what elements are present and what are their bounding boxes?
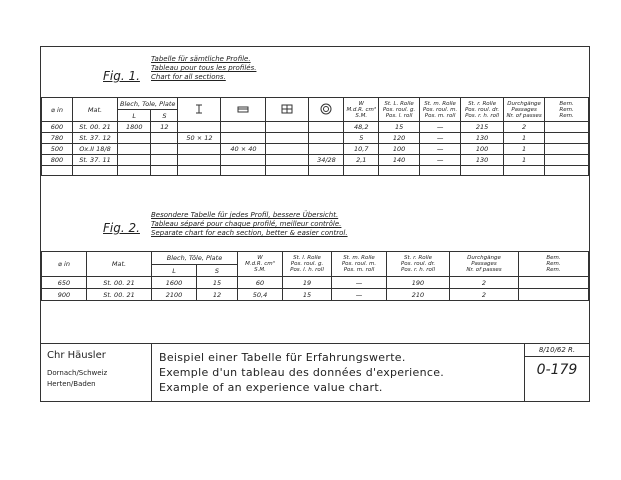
col-st-m: St. m. Rolle Pos. roul. m. Pos. m. roll bbox=[332, 252, 387, 277]
col-l: L bbox=[118, 110, 151, 122]
title-block-company bbox=[41, 344, 152, 402]
cell-diam: 780 bbox=[42, 133, 73, 144]
col-w: W M.d.R. cm³ S.M. bbox=[238, 252, 283, 277]
cell-dg: 2 bbox=[504, 122, 545, 133]
fig2-label: Fig. 2. bbox=[103, 221, 140, 235]
table-row bbox=[42, 289, 589, 301]
cell-S bbox=[151, 144, 178, 155]
col-st-m: St. m. Rolle Pos. roul. m. Pos. m. roll bbox=[420, 98, 461, 122]
cell-bem bbox=[545, 155, 589, 166]
table-row bbox=[42, 133, 589, 144]
cell-c4 bbox=[309, 133, 344, 144]
desc-de: Beispiel einer Tabelle für Erfahrungswerte. bbox=[159, 351, 406, 364]
table-row bbox=[42, 277, 589, 289]
round-bar-icon bbox=[281, 104, 293, 116]
col-bem: Bem. Rem. Rem. bbox=[519, 252, 589, 277]
col-mat: Mat. bbox=[87, 252, 152, 277]
cell-mat: St. 00. 21 bbox=[87, 277, 152, 289]
title-block bbox=[41, 343, 589, 402]
title-block-number bbox=[524, 344, 589, 402]
col-st-r: St. r. Rolle Pos. roul. dr. Pos. r. h. roll bbox=[387, 252, 450, 277]
cell-str: 190 bbox=[387, 277, 450, 289]
fig1-caption-fr: Tableau pour tous les profilés. bbox=[151, 64, 257, 72]
cell-c2 bbox=[221, 155, 266, 166]
fig1-caption-en: Chart for all sections. bbox=[151, 73, 226, 81]
cell-c1 bbox=[178, 144, 221, 155]
cell-stl: 140 bbox=[379, 155, 420, 166]
title-block-description bbox=[159, 350, 444, 395]
cell-str: 130 bbox=[461, 155, 504, 166]
cell-L bbox=[118, 133, 151, 144]
cell-mat: St. 00. 21 bbox=[73, 122, 118, 133]
table-row bbox=[42, 122, 589, 133]
col-mat: Mat. bbox=[73, 98, 118, 122]
cell-bem bbox=[519, 277, 589, 289]
cell-stm: — bbox=[420, 155, 461, 166]
cell-w: 60 bbox=[238, 277, 283, 289]
col-s: S bbox=[197, 265, 238, 277]
cell-dg: 1 bbox=[504, 133, 545, 144]
cell-c2 bbox=[221, 133, 266, 144]
cell-stl: 100 bbox=[379, 144, 420, 155]
fig2-caption-fr: Tableau séparé pour chaque profilé, meilleur contrôle. bbox=[151, 220, 342, 228]
cell-c2: 40 × 40 bbox=[221, 144, 266, 155]
col-l: L bbox=[152, 265, 197, 277]
cell-stm: — bbox=[332, 277, 387, 289]
cell-bem bbox=[545, 144, 589, 155]
cell-diam: 900 bbox=[42, 289, 87, 301]
col-bem: Bem. Rem. Rem. bbox=[545, 98, 589, 122]
cell-L: 1800 bbox=[118, 122, 151, 133]
fig1-caption-de: Tabelle für sämtliche Profile. bbox=[151, 55, 251, 63]
cell-L bbox=[118, 155, 151, 166]
col-round bbox=[266, 98, 309, 122]
cell-w: 2,1 bbox=[344, 155, 379, 166]
col-blech: Blech, Tole, Plate bbox=[118, 98, 178, 110]
cell-stm: — bbox=[420, 133, 461, 144]
cell-stl: 19 bbox=[283, 277, 332, 289]
fig1-captions bbox=[151, 55, 256, 82]
i-beam-icon bbox=[195, 104, 203, 116]
cell-c2 bbox=[221, 122, 266, 133]
cell-w: 5 bbox=[344, 133, 379, 144]
cell-c4 bbox=[309, 144, 344, 155]
col-angle bbox=[221, 98, 266, 122]
angle-profile-icon bbox=[237, 104, 249, 116]
cell-S bbox=[151, 133, 178, 144]
col-durch: Durchgänge Passages Nr. of passes bbox=[450, 252, 519, 277]
cell-c1 bbox=[178, 155, 221, 166]
cell-dg: 2 bbox=[450, 277, 519, 289]
company-name: Chr Häusler bbox=[47, 350, 106, 361]
cell-mat: St. 37. 12 bbox=[73, 133, 118, 144]
cell-c3 bbox=[266, 122, 309, 133]
col-durch: Durchgänge Passages Nr. of passes bbox=[504, 98, 545, 122]
cell-L: 1600 bbox=[152, 277, 197, 289]
fig2-captions bbox=[151, 211, 348, 238]
col-w: W M.d.R. cm³ S.M. bbox=[344, 98, 379, 122]
cell-bem bbox=[545, 122, 589, 133]
col-diam: ⌀ in bbox=[42, 252, 87, 277]
cell-stl: 120 bbox=[379, 133, 420, 144]
cell-dg: 2 bbox=[450, 289, 519, 301]
cell-w: 10,7 bbox=[344, 144, 379, 155]
cell-diam: 600 bbox=[42, 122, 73, 133]
cell-stm: — bbox=[420, 144, 461, 155]
cell-S: 15 bbox=[197, 277, 238, 289]
cell-S bbox=[151, 155, 178, 166]
cell-stl: 15 bbox=[379, 122, 420, 133]
cell-w: 48,2 bbox=[344, 122, 379, 133]
col-i-beam bbox=[178, 98, 221, 122]
cell-w: 50,4 bbox=[238, 289, 283, 301]
cell-mat: St. 00. 21 bbox=[87, 289, 152, 301]
cell-bem bbox=[519, 289, 589, 301]
fig2-caption-de: Besondere Tabelle für jedes Profil, bessere Übersicht. bbox=[151, 211, 339, 219]
cell-c4: 34/28 bbox=[309, 155, 344, 166]
cell-diam: 500 bbox=[42, 144, 73, 155]
table-row bbox=[42, 144, 589, 155]
col-blech: Blech, Tôle, Plate bbox=[152, 252, 238, 265]
cell-stl: 15 bbox=[283, 289, 332, 301]
col-s: S bbox=[151, 110, 178, 122]
fig2-table bbox=[41, 251, 589, 301]
cell-str: 100 bbox=[461, 144, 504, 155]
cell-stm: — bbox=[332, 289, 387, 301]
cell-S: 12 bbox=[151, 122, 178, 133]
cell-L bbox=[118, 144, 151, 155]
cell-diam: 650 bbox=[42, 277, 87, 289]
col-tube bbox=[309, 98, 344, 122]
fig2-caption-en: Separate chart for each section, better & easier control. bbox=[151, 229, 348, 237]
drawing-sheet bbox=[40, 46, 590, 402]
cell-dg: 1 bbox=[504, 155, 545, 166]
cell-bem bbox=[545, 133, 589, 144]
cell-c4 bbox=[309, 122, 344, 133]
cell-S: 12 bbox=[197, 289, 238, 301]
fig1-table bbox=[41, 97, 589, 176]
cell-c1: 50 × 12 bbox=[178, 133, 221, 144]
col-diam: ⌀ in bbox=[42, 98, 73, 122]
drawing-number: 0-179 bbox=[536, 362, 578, 378]
cell-stm: — bbox=[420, 122, 461, 133]
drawing-date: 8/10/62 R. bbox=[525, 344, 589, 357]
cell-c1 bbox=[178, 122, 221, 133]
cell-diam: 800 bbox=[42, 155, 73, 166]
desc-fr: Exemple d'un tableau des données d'experience. bbox=[159, 366, 445, 379]
cell-mat: St. 37. 11 bbox=[73, 155, 118, 166]
company-location: Dornach/Schweiz Herten/Baden bbox=[47, 369, 108, 388]
desc-en: Example of an experience value chart. bbox=[159, 381, 383, 394]
cell-c3 bbox=[266, 155, 309, 166]
col-st-l: St. l. Rolle Pos. roul. g. Pos. l. h. roll bbox=[283, 252, 332, 277]
tube-icon bbox=[320, 103, 332, 117]
col-st-l: St. L. Rolle Pos. roul. g. Pos. l. roll bbox=[379, 98, 420, 122]
cell-dg: 1 bbox=[504, 144, 545, 155]
fig1-label: Fig. 1. bbox=[103, 69, 140, 83]
cell-c3 bbox=[266, 133, 309, 144]
cell-c3 bbox=[266, 144, 309, 155]
cell-mat: Ox.II 18/8 bbox=[73, 144, 118, 155]
cell-str: 210 bbox=[387, 289, 450, 301]
cell-str: 130 bbox=[461, 133, 504, 144]
cell-L: 2100 bbox=[152, 289, 197, 301]
table-row bbox=[42, 155, 589, 166]
cell-str: 215 bbox=[461, 122, 504, 133]
col-st-r: St. r. Rolle Pos. roul. dr. Pos. r. h. roll bbox=[461, 98, 504, 122]
